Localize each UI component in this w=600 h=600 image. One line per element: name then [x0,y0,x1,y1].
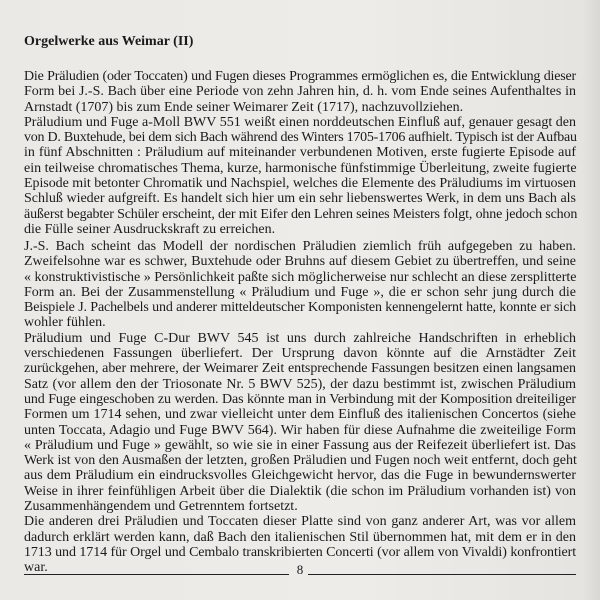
page-number: 8 [296,562,304,577]
text-line: unten Toccata, Adagio und Fuge BWV 564). Wir haben für diese Aufnahme die zweiteilige Form [24,422,576,438]
text-line: Form bei J.-S. Bach über eine Periode von zehn Jahren hin, d. h. vom Ende seines Aufenthaltes in [24,84,576,100]
text-line: aus dem Präludium ein eindrucksvolles Gleichgewicht hervor, das die Fuge in bewundernswerter [24,468,576,484]
text-line: Satz (vor allem den der Triosonate Nr. 5 BWV 525), der dazu bestimmt ist, zwischen Präludium [24,376,576,392]
text-line: Beispiele J. Pachelbels und anderer mitteldeutscher Komponisten kennengelernt hatte, konnte er sich [24,300,576,316]
page-footer [24,563,576,579]
text-line: Arnstadt (1707) bis zum Ende seiner Weimarer Zeit (1717), nachzuvollziehen. [24,99,464,115]
text-line: wohler fühlen. [24,315,106,331]
text-line: Die anderen drei Präludien und Toccaten dieser Platte sind von ganz anderer Art, was vor allem [24,514,576,530]
text-line: Weise in ihrer feinfühligen Arbeit über die Dialektik (die schon im Präludium vorhanden ist) von [24,483,576,499]
text-line: und Fuge eingeschoben zu werden. Das könnte man in Verbindung mit der Komposition dreiteiliger [24,391,576,407]
text-line: von D. Buxtehude, bei dem sich Bach während des Winters 1705-1706 aufhielt. Typisch ist der Aufbau [24,130,577,146]
text-line: 1713 und 1714 für Orgel und Cembalo transkribierten Concerti (vor allem von Vivaldi) konfrontiert [24,544,576,560]
paragraph [24,115,576,237]
text-line: äußerst begabter Schüler erscheint, der mit Eifer den Lehren seines Meisters folgt, ohne jedoch schon [24,206,578,222]
text-line: Form an. Bei der Zusammenstellung « Präludium und Fuge », die er schon sehr jung durch die [24,284,576,300]
text-line: die Fülle seiner Ausdruckskraft zu erreichen. [24,221,276,237]
text-line: Zusammenhängendem und Getrenntem fortsetzt. [24,499,298,515]
text-line: J.-S. Bach scheint das Modell der nordischen Präludien ziemlich früh aufgegeben zu haben. [24,239,576,254]
text-line: verschiedenen Fassungen überliefert. Der Ursprung davon könnte auf die Arnstädter Zeit [24,346,576,362]
paragraph [24,239,576,331]
text-line: Präludium und Fuge a-Moll BWV 551 weißt einen norddeutschen Einfluß auf, genauer gesagt den [24,114,576,130]
paragraph [24,331,576,515]
footer-rule-left [24,574,289,575]
text-line: in fünf Abschnitten : Präludium auf miteinander verbundenen Motiven, erste fugierte Episode auf [24,145,576,161]
text-line: « konstruktivistische » Persönlichkeit paßte sich möglicherweise nur schlecht an diese zersplitterte [24,269,577,285]
text-line: dadurch erklärt werden kann, daß Bach den italienischen Stil übernommen hat, mit dem er in den [24,529,576,545]
text-line: Die Präludien (oder Toccaten) und Fugen dieses Programmes ermöglichen es, die Entwicklung dieser [24,69,576,84]
text-line: zurückgehen, aber mehrere, der Weimarer Zeit entsprechende Fassungen besitzen einen langsamen [24,361,576,377]
text-line: Schluß wieder aufgreift. Es handelt sich hier um ein sehr liebenswertes Werk, in dem uns Bach als [24,191,576,207]
section-heading: Orgelwerke aus Weimar (II) [24,34,194,49]
text-line: Episode mit betonter Chromatik und Nachspiel, welches die Elemente des Präludiums im virtuosen [24,176,576,192]
text-line: Werk ist von den Ausmaßen der letzten, großen Präludien und Fugen noch weit entfernt, doch geht [24,453,577,469]
text-line: Formen um 1714 sehen, und zwar vielleicht unter dem Einfluß des italienischen Concertos (siehe [24,407,576,423]
text-line: Zweifelsohne war es schwer, Buxtehude oder Bruhns auf diesem Gebiet zu übertreffen, und seine [24,254,576,270]
footer-rule-right [308,574,576,575]
text-line: Präludium und Fuge C-Dur BWV 545 ist uns durch zahlreiche Handschriften in erheblich [24,330,576,346]
text-block-1 [24,69,576,237]
text-line: ein teilweise chromatisches Thema, kurze, harmonische fünfstimmige Überleitung, zweite fugierte [24,160,577,176]
text-line: war. [24,560,48,576]
paragraph [24,69,576,115]
text-block-2 [24,239,576,576]
text-line: « Präludium und Fuge » gewählt, so wie sie in einer Fassung aus der Reifezeit überliefert ist. Das [24,437,576,453]
